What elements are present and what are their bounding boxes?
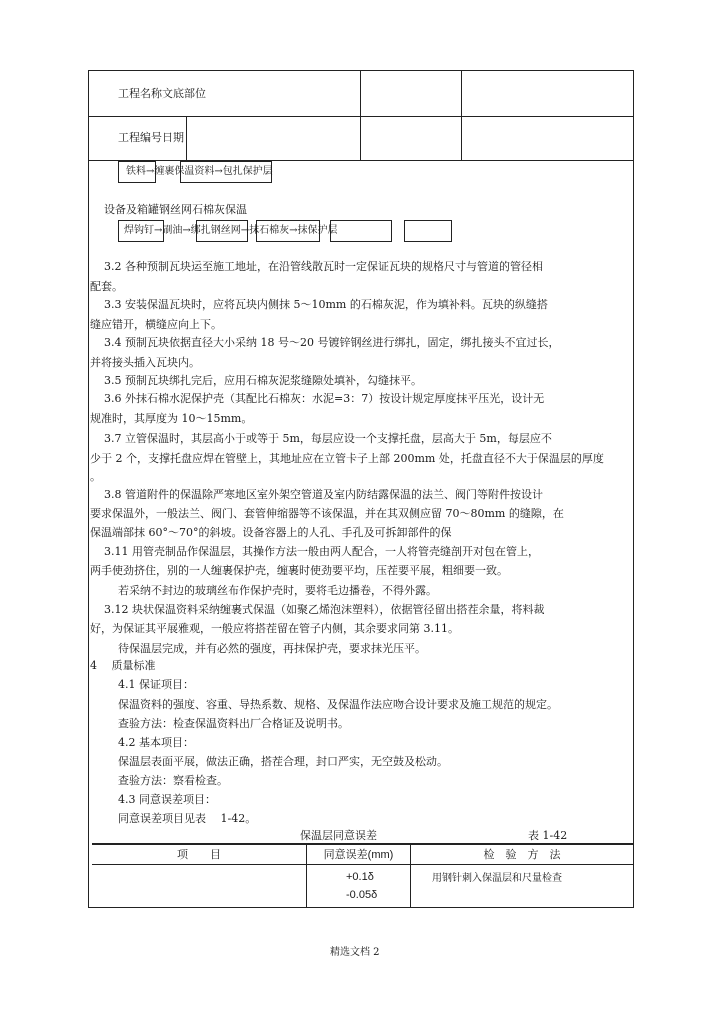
para-3-11-line2: 两手使劲挤住，别的一人缠裹保护壳，缠裹时使劲要平均，压茬要平展，粗细要一致。: [90, 564, 508, 577]
para-3-8-line2: 要求保温外，一般法兰、阀门、套管伸缩器等不该保温，并在其双侧应留 70～80mm 的缝隙，在: [90, 507, 564, 520]
para-3-3-line2: 缝应错开，横缝应向上下。: [90, 318, 222, 331]
flow1-text: 铁料→缠裹保温资料→包扎保护层: [126, 166, 273, 177]
table-number: 表 1-42: [528, 829, 568, 842]
para-3-4-line2: 并将接头插入瓦块内。: [90, 356, 200, 369]
para-final: 待保温层完成，并有必然的强度，再抹保护壳，要求抹光压平。: [118, 642, 426, 655]
project-name-label: 工程名称文底部位: [118, 87, 206, 100]
para-3-5: 3.5 预制瓦块绑扎完后，应用石棉灰泥浆缝隙处填补，勾缝抹平。: [104, 374, 422, 387]
header-bottom: [88, 160, 634, 161]
section-4-1-text: 保温资料的强度、容重、导热系数、规格、及保温作法应吻合设计要求及施工规范的规定。: [118, 698, 558, 711]
para-3-2-line1: 3.2 各种预制瓦块运至施工地址，在沿管线散瓦时一定保证瓦块的规格尺寸与管道的管径相: [104, 260, 543, 273]
page-footer: 精选文档 2: [330, 947, 380, 958]
para-3-12-line2: 好，为保证其平展雅观，一般应将搭茬留在管子内侧，其余要求同第 3.11。: [90, 622, 459, 635]
border-top: [88, 70, 634, 71]
table-row-method: 用钢针刺入保温层和尺量检查: [432, 873, 562, 884]
table-top-rule: [92, 843, 634, 845]
para-3-8-line3: 保温端部抹 60°～70°的斜坡。设备容器上的人孔、手孔及可拆卸部件的保: [90, 526, 452, 539]
border-right: [633, 70, 634, 908]
section-4-2-text: 保温层表面平展，做法正确，搭茬合理，封口严实，无空鼓及松动。: [118, 755, 448, 768]
header-col-1: [186, 116, 187, 160]
para-3-7-line1: 3.7 立管保温时，其层高小于或等于 5m，每层应设一个支撑托盘，层高大于 5m，每层应不: [104, 432, 552, 445]
para-3-11-line3: 若采纳不封边的玻璃丝布作保护壳时，要将毛边播卷，不得外露。: [118, 584, 437, 597]
para-3-4-line1: 3.4 预制瓦块依据直径大小采纳 18 号～20 号镀锌钢丝进行绑扎，固定，绑扎接头不宜过长，: [104, 336, 560, 349]
para-3-6-line1: 3.6 外抹石棉水泥保护壳（其配比石棉灰：水泥=3：7）按设计规定厚度抹平压光，设计无: [104, 392, 545, 405]
table-row-tolerance-plus: +0.1δ: [346, 871, 374, 883]
table-header-rule: [92, 864, 634, 865]
para-3-7-line2: 少于 2 个，支撑托盘应焊在管壁上，其地址应在立管卡子上部 200mm 处，托盘直径不大于保温层的厚度: [90, 452, 604, 465]
section-4-1-heading: 4.1 保证项目：: [118, 678, 194, 691]
table-caption: 保温层同意误差: [300, 829, 377, 842]
equipment-title: 设备及箱罐钢丝网石棉灰保温: [104, 203, 247, 216]
project-number-label: 工程编号日期: [118, 131, 184, 144]
para-3-6-line2: 规准时，其厚度为 10～15mm。: [90, 412, 253, 425]
section-4-heading: 4 质量标准: [90, 659, 156, 672]
section-4-1-check: 查验方法：检查保温资料出厂合格证及说明书。: [118, 717, 349, 730]
flow2-text: 焊钩钉→刷油→绑扎钢丝网→抹石棉灰→抹保护层: [124, 225, 338, 236]
section-4-2-check: 查验方法：察看检查。: [118, 774, 228, 787]
para-3-7-line3: 。: [90, 470, 101, 483]
header-col-2: [360, 70, 361, 160]
border-bottom: [88, 907, 634, 908]
section-4-3-heading: 4.3 同意误差项目：: [118, 793, 216, 806]
border-left: [88, 70, 89, 908]
para-3-8-line1: 3.8 管道附件的保温除严寒地区室外架空管道及室内防结露保温的法兰、阀门等附件按设计: [104, 488, 543, 501]
section-4-2-heading: 4.2 基本项目：: [118, 736, 194, 749]
section-4-3-text: 同意误差项目见表 1-42。: [118, 812, 257, 825]
table-header-tolerance: 同意误差(mm): [323, 849, 394, 861]
para-3-2-line2: 配套。: [90, 280, 123, 293]
header-col-3: [461, 70, 462, 160]
para-3-3-line1: 3.3 安装保温瓦块时，应将瓦块内侧抹 5～10mm 的石棉灰泥，作为填补料。瓦块的纵缝搭: [104, 298, 548, 311]
flow2-box-e: [404, 220, 452, 242]
para-3-12-line1: 3.12 块状保温资料采纳缠裹式保温（如聚乙烯泡沫塑料），依据管径留出搭茬余量，将料裁: [104, 603, 545, 616]
para-3-11-line1: 3.11 用管壳制品作保温层，其操作方法一般由两人配合，一人将管壳缝剖开对包在管上，: [104, 545, 539, 558]
table-header-method: 检 验 方 法: [483, 848, 561, 861]
table-header-item: 项 目: [177, 848, 221, 861]
table-row-tolerance-minus: -0.05δ: [346, 889, 378, 901]
flow2-box-d: [330, 220, 392, 242]
header-row-divider: [88, 116, 634, 117]
